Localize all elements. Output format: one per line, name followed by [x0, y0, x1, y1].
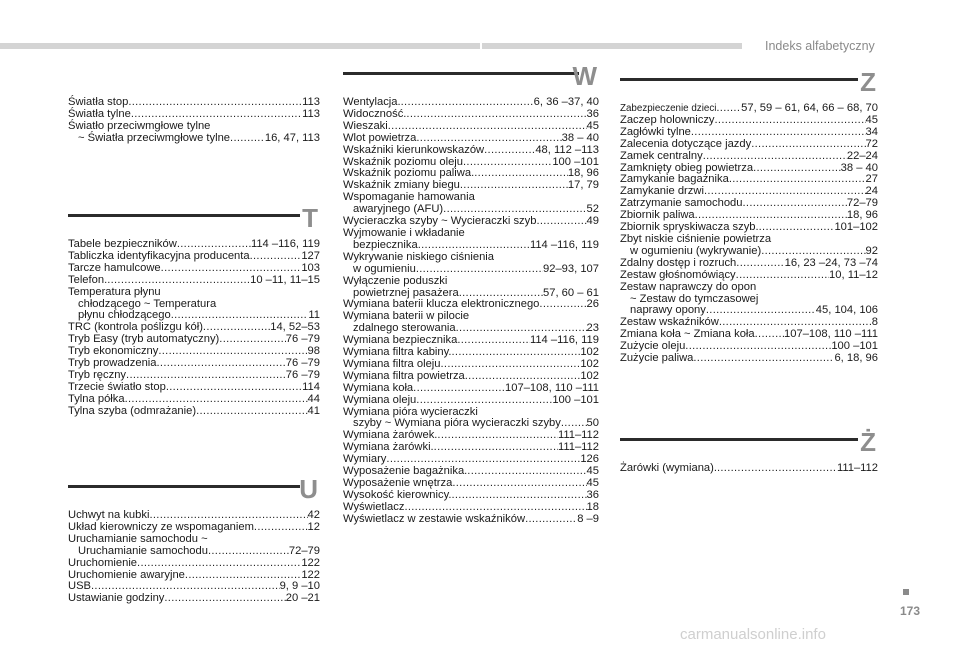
entry-pages: 107–108, 110 –111	[784, 328, 878, 341]
entry-term: bezpiecznika	[353, 238, 418, 251]
entry-term: Wymiana bezpiecznika	[343, 334, 458, 347]
entry-term: Żarówki (wymiana).	[620, 462, 717, 474]
index-entry	[620, 151, 878, 163]
index-entry	[68, 394, 320, 406]
dot-leader	[460, 180, 568, 192]
dot-leader	[250, 251, 302, 263]
entry-term: Wymiana oleju	[343, 393, 417, 406]
dot-leader	[416, 395, 552, 407]
dot-leader	[463, 157, 552, 169]
page-marker-square	[903, 589, 909, 595]
entry-pages: 11	[308, 309, 320, 322]
entry-pages: 18, 96	[567, 167, 599, 180]
index-entry: Wykrywanie niskiego ciśnienia	[343, 250, 494, 263]
entry-term: Zmiana koła ~ Zmiana koła	[620, 328, 755, 341]
entry-pages: 41	[307, 404, 320, 417]
dot-leader	[751, 139, 865, 151]
dot-leader	[467, 466, 586, 478]
dot-leader	[437, 430, 558, 442]
dot-leader	[716, 103, 741, 115]
entry-term: Wieszaki	[343, 119, 388, 132]
entry-pages: 114 –116, 119	[250, 238, 320, 250]
dot-leader	[230, 133, 265, 145]
header-bar-left	[0, 43, 480, 49]
entry-pages: 72–79	[288, 544, 320, 557]
entry-term: Wymiana koła	[343, 381, 414, 394]
entry-pages: 50	[586, 417, 599, 430]
dot-leader	[525, 514, 577, 526]
entry-term: Wentylacja.	[343, 96, 401, 108]
dot-leader	[434, 442, 558, 454]
section-entries	[620, 103, 878, 365]
index-entry: Światło przeciwmgłowe tylne	[68, 119, 211, 132]
dot-leader	[691, 127, 866, 139]
dot-leader	[404, 502, 586, 514]
dot-leader	[706, 305, 816, 317]
entry-term: Wlot powietrza	[343, 131, 417, 144]
entry-pages: 102	[580, 346, 599, 359]
dot-leader	[418, 240, 530, 252]
index-entry	[343, 264, 599, 276]
dot-leader	[219, 334, 286, 346]
entry-term: USB	[68, 580, 92, 593]
entry-pages: 45	[865, 113, 878, 126]
section-entries	[620, 463, 878, 475]
index-entry	[620, 139, 878, 151]
entry-term: w ogumieniu (wykrywanie)	[630, 244, 762, 257]
entry-term: Zestaw głośnomówiący	[620, 268, 736, 281]
section-header	[620, 427, 878, 463]
entry-pages: 38 – 40	[561, 131, 599, 144]
dot-leader	[107, 275, 250, 287]
entry-pages: 20 –21	[285, 592, 320, 605]
dot-leader	[137, 558, 301, 570]
dot-leader	[416, 264, 543, 276]
dot-leader	[196, 406, 307, 418]
entry-pages: 36	[586, 488, 599, 501]
entry-term: Tryb Easy (tryb automatyczny)	[68, 333, 220, 346]
entry-term: powietrznej pasażera	[353, 286, 459, 299]
dot-leader	[457, 335, 530, 347]
entry-term: Uruchomienie	[68, 556, 138, 569]
dot-leader	[693, 353, 834, 365]
dot-leader	[161, 263, 302, 275]
section-letter: U	[299, 474, 318, 504]
entry-pages: 113	[302, 107, 320, 120]
index-column-1	[68, 97, 320, 607]
entry-term: Zdalny dostęp i rozruch	[620, 256, 737, 269]
entry-term: Wymiana baterii klucza elektronicznego	[343, 298, 540, 311]
entry-pages: 114 –116, 119	[529, 334, 599, 347]
section-letter: W	[572, 61, 597, 91]
dot-leader	[452, 347, 581, 359]
index-entry	[343, 240, 599, 252]
entry-term: Uruchamianie samochodu	[78, 544, 208, 557]
entry-pages: 114	[302, 380, 320, 393]
entry-pages: 57, 59 – 61, 64, 66 – 68, 70	[741, 102, 878, 114]
section-rule	[620, 78, 858, 81]
dot-leader	[166, 382, 302, 394]
entry-term: Tarcze hamulcowe	[68, 261, 161, 274]
entry-term: Wskaźnik poziomu paliwa.	[343, 167, 475, 180]
entry-term: Zagłówki tylne	[620, 125, 691, 138]
index-entry	[68, 558, 320, 570]
dot-leader	[254, 522, 308, 534]
entry-pages: 42	[307, 509, 320, 521]
index-entry: Zbyt niskie ciśnienie powietrza	[620, 232, 772, 245]
entry-term: Tylna szyba (odmrażanie)	[68, 404, 197, 417]
entry-term: Tylna półka	[68, 392, 125, 405]
entry-term: Wskaźniki kierunkowskazów	[343, 143, 485, 156]
index-entry	[343, 145, 599, 157]
dot-leader	[484, 145, 535, 157]
entry-pages: 103	[301, 261, 320, 274]
index-entry: Wspomaganie hamowania	[343, 191, 475, 204]
index-entry: Wyłączenie poduszki	[343, 274, 448, 287]
index-entry	[343, 121, 599, 133]
index-entry	[68, 275, 320, 287]
entry-term: Zestaw wskaźników	[620, 316, 719, 329]
section-header	[68, 474, 320, 510]
section-letter: Ż	[860, 427, 876, 457]
entry-term: Widoczność.	[343, 107, 407, 120]
entry-term: Zalecenia dotyczące jazdy	[620, 137, 752, 150]
entry-term: TRC (kontrola poślizgu kół)	[68, 321, 203, 334]
index-section-z-dot	[620, 427, 878, 475]
entry-term: Wymiary	[343, 453, 387, 466]
entry-term: Wskaźnik zmiany biegu	[343, 179, 460, 192]
entry-pages: 48, 112 –113	[535, 143, 599, 156]
entry-term: zdalnego sterowania	[353, 322, 456, 335]
dot-leader	[452, 478, 586, 490]
entry-term: płynu chłodzącego	[78, 309, 171, 322]
entry-term: ~ Światła przeciwmgłowe tylne	[78, 131, 231, 144]
entry-pages: 111–112	[836, 462, 878, 474]
index-entry	[343, 395, 599, 407]
index-section-s	[68, 97, 320, 145]
entry-pages: 49	[586, 215, 599, 228]
entry-pages: 18, 96	[846, 209, 878, 222]
dot-leader	[413, 383, 505, 395]
entry-pages: 113	[302, 96, 320, 108]
entry-term: Wymiana filtra powietrza	[343, 369, 465, 382]
entry-term: Zabezpieczenie dzieci	[620, 103, 717, 114]
section-rule	[68, 214, 300, 217]
index-entry	[343, 371, 599, 383]
entry-pages: 102	[580, 369, 599, 382]
entry-pages: 16, 23 –24, 73 –74	[784, 256, 878, 269]
dot-leader	[753, 163, 841, 175]
watermark: carmanualsonline.info	[680, 626, 826, 643]
section-rule	[68, 485, 300, 488]
index-entry: Wymiana pióra wycieraczki	[343, 405, 478, 418]
section-header	[343, 61, 599, 97]
entry-pages: 27	[865, 173, 878, 186]
index-entry	[68, 593, 320, 605]
entry-pages: 6, 18, 96	[834, 352, 878, 365]
entry-term: Zużycie paliwa	[620, 352, 694, 365]
entry-term: Wyposażenie bagażnika.	[343, 465, 468, 478]
entry-term: Zamykanie bagażnika	[620, 173, 729, 186]
section-entries	[343, 97, 599, 526]
dot-leader	[703, 151, 847, 163]
entry-term: Zatrzymanie samochodu	[620, 197, 743, 210]
section-header	[68, 203, 320, 239]
entry-pages: 114 –116, 119	[529, 238, 599, 251]
entry-pages: 10 –11, 11–15	[250, 273, 320, 286]
dot-leader	[736, 270, 829, 282]
entry-term: Światła stop	[68, 96, 129, 108]
dot-leader	[208, 546, 289, 558]
entry-term: Uruchomienie awaryjne	[68, 568, 185, 581]
entry-pages: 111–112	[557, 429, 599, 442]
entry-term: w ogumieniu	[353, 262, 416, 275]
entry-term: Zamek centralny	[620, 149, 703, 162]
entry-term: Trzecie światło stop	[68, 380, 166, 393]
entry-pages: 76 –79	[285, 368, 320, 381]
entry-term: Wymiana filtra oleju	[343, 357, 441, 370]
entry-pages: 23	[586, 322, 599, 335]
index-entry: Zestaw naprawczy do opon	[620, 280, 757, 293]
dot-leader	[474, 168, 568, 180]
entry-term: Zbiornik spryskiwacza szyb.	[620, 221, 759, 234]
entry-pages: 57, 60 – 61	[543, 286, 599, 299]
dot-leader	[465, 371, 581, 383]
section-header	[620, 67, 878, 103]
entry-pages: 72–79	[846, 197, 878, 210]
entry-term: Tryb prowadzenia	[68, 357, 157, 370]
entry-pages: 24	[865, 185, 878, 198]
entry-term: Uchwyt na kubki	[68, 509, 150, 521]
entry-pages: 100 –101	[552, 155, 599, 168]
entry-pages: 102	[580, 357, 599, 370]
entry-pages: 8	[871, 316, 878, 329]
index-entry: ~ Zestaw do tymczasowej	[630, 292, 759, 305]
section-letter: Z	[860, 67, 876, 97]
entry-pages: 100 –101	[831, 340, 878, 353]
entry-pages: 122	[301, 556, 320, 569]
index-entry: Uruchamianie samochodu ~	[68, 532, 208, 545]
index-entry	[620, 246, 878, 258]
entry-term: szyby ~ Wymiana pióra wycieraczki szyby	[353, 417, 561, 430]
dot-leader	[539, 299, 586, 311]
entry-pages: 14, 52–53	[270, 321, 320, 334]
entry-term: naprawy opony	[630, 304, 706, 317]
entry-term: Wyposażenie wnętrza	[343, 477, 453, 489]
index-entry	[620, 127, 878, 139]
dot-leader	[164, 593, 285, 605]
entry-term: Zamykanie drzwi	[620, 185, 704, 198]
index-entry	[68, 382, 320, 394]
section-letter: T	[302, 203, 318, 233]
index-section-w	[343, 61, 599, 526]
section-entries	[68, 239, 320, 418]
entry-pages: 72	[865, 137, 878, 150]
dot-leader	[157, 358, 286, 370]
index-column-2	[343, 61, 599, 561]
index-entry	[620, 353, 878, 365]
entry-term: Tryb ekonomiczny	[68, 345, 159, 358]
index-entry	[343, 383, 599, 395]
index-entry: chłodzącego ~ Temperatura	[78, 297, 217, 310]
dot-leader	[736, 258, 784, 270]
index-entry	[68, 406, 320, 418]
entry-term: Telefon.	[68, 273, 108, 286]
entry-pages: 26	[586, 298, 599, 311]
entry-pages: 36	[586, 107, 599, 120]
entry-pages: 45, 104, 106	[815, 304, 878, 317]
index-entry	[343, 502, 599, 514]
entry-term: awaryjnego (AFU)	[353, 203, 444, 216]
entry-pages: 10, 11–12	[829, 268, 878, 281]
index-entry	[343, 514, 599, 526]
entry-pages: 12	[307, 520, 320, 533]
dot-leader	[388, 121, 587, 133]
entry-pages: 38 – 40	[840, 161, 878, 174]
index-entry: Temperatura płynu	[68, 285, 161, 298]
section-rule	[343, 72, 579, 75]
dot-leader	[761, 246, 865, 258]
entry-term: Tabele bezpieczników	[68, 238, 177, 250]
entry-term: Wskaźnik poziomu oleju	[343, 155, 464, 168]
page-header-title: Indeks alfabetyczny	[765, 39, 875, 53]
dot-leader	[406, 109, 586, 121]
index-entry	[343, 133, 599, 145]
index-entry	[68, 133, 320, 145]
entry-pages: 8 –9	[577, 512, 599, 525]
entry-pages: 18	[586, 500, 599, 513]
dot-leader	[125, 394, 308, 406]
index-entry: Wymiana baterii w pilocie	[343, 310, 470, 323]
entry-pages: 9, 9 –10	[279, 580, 320, 593]
entry-term: Zaczep holowniczy	[620, 113, 715, 126]
index-entry	[68, 263, 320, 275]
entry-pages: 17, 79	[567, 179, 599, 192]
entry-term: Wycieraczka szyby ~ Wycieraczki szyb	[343, 215, 537, 228]
entry-pages: 52	[586, 203, 599, 216]
index-section-t	[68, 203, 320, 418]
index-entry	[620, 463, 878, 475]
entry-term: Wyświetlacz w zestawie wskaźników	[343, 512, 526, 525]
entry-term: Wyświetlacz	[343, 500, 405, 513]
dot-leader	[128, 97, 302, 109]
entry-term: Zużycie oleju	[620, 340, 686, 353]
entry-pages: 45	[586, 477, 599, 489]
index-section-z	[620, 67, 878, 365]
index-entry: Wyjmowanie i wkładanie	[343, 226, 465, 239]
page-number: 173	[900, 604, 921, 618]
dot-leader	[416, 133, 561, 145]
entry-pages: 22–24	[846, 149, 878, 162]
entry-pages: 16, 47, 113	[264, 131, 320, 144]
entry-pages: 34	[865, 125, 878, 138]
dot-leader	[536, 216, 586, 228]
entry-term: Wymiana żarówek.	[343, 429, 438, 442]
entry-pages: 45	[586, 119, 599, 132]
entry-pages: 92–93, 107	[543, 262, 599, 275]
dot-leader	[715, 115, 866, 127]
entry-pages: 76 –79	[285, 357, 320, 370]
index-entry	[620, 258, 878, 270]
entry-term: Zamknięty obieg powietrza	[620, 161, 754, 174]
entry-pages: 127	[301, 249, 320, 262]
entry-term: Wymiana filtra kabiny.	[343, 346, 452, 359]
entry-pages: 111–112	[557, 441, 599, 454]
index-entry	[620, 270, 878, 282]
section-entries	[68, 510, 320, 605]
entry-term: Zbiornik paliwa	[620, 209, 695, 222]
entry-term: Wymiana żarówki.	[343, 441, 434, 454]
index-column-3	[620, 67, 878, 487]
dot-leader	[729, 174, 866, 186]
entry-term: Światła tylne	[68, 107, 131, 120]
entry-term: Układ kierowniczy ze wspomaganiem	[68, 520, 254, 533]
entry-pages: 100 –101	[552, 393, 599, 406]
dot-leader	[743, 198, 847, 210]
entry-pages: 98	[307, 345, 320, 358]
dot-leader	[755, 329, 784, 341]
index-entry	[68, 546, 320, 558]
dot-leader	[685, 341, 831, 353]
dot-leader	[401, 97, 534, 109]
dot-leader	[451, 490, 586, 502]
entry-pages: 45	[586, 465, 599, 478]
entry-term: Wysokość kierownicy.	[343, 488, 452, 501]
header-bar-right	[482, 43, 742, 49]
entry-pages: 122	[301, 568, 320, 581]
entry-pages: 92	[865, 244, 878, 257]
entry-term: Ustawianie godziny	[68, 592, 165, 605]
entry-pages: 126	[580, 453, 599, 466]
entry-term: Tryb ręczny	[68, 368, 127, 381]
entry-term: Tabliczka identyfikacyjna producenta	[68, 249, 250, 262]
entry-pages: 76 –79	[285, 333, 320, 346]
dot-leader	[717, 463, 837, 475]
section-rule	[620, 438, 858, 441]
entry-pages: 6, 36 –37, 40	[533, 96, 599, 108]
entry-pages: 44	[307, 392, 320, 405]
entry-pages: 107–108, 110 –111	[505, 381, 599, 394]
section-entries	[68, 97, 320, 145]
entry-pages: 101–102	[834, 221, 878, 234]
index-section-u	[68, 474, 320, 605]
